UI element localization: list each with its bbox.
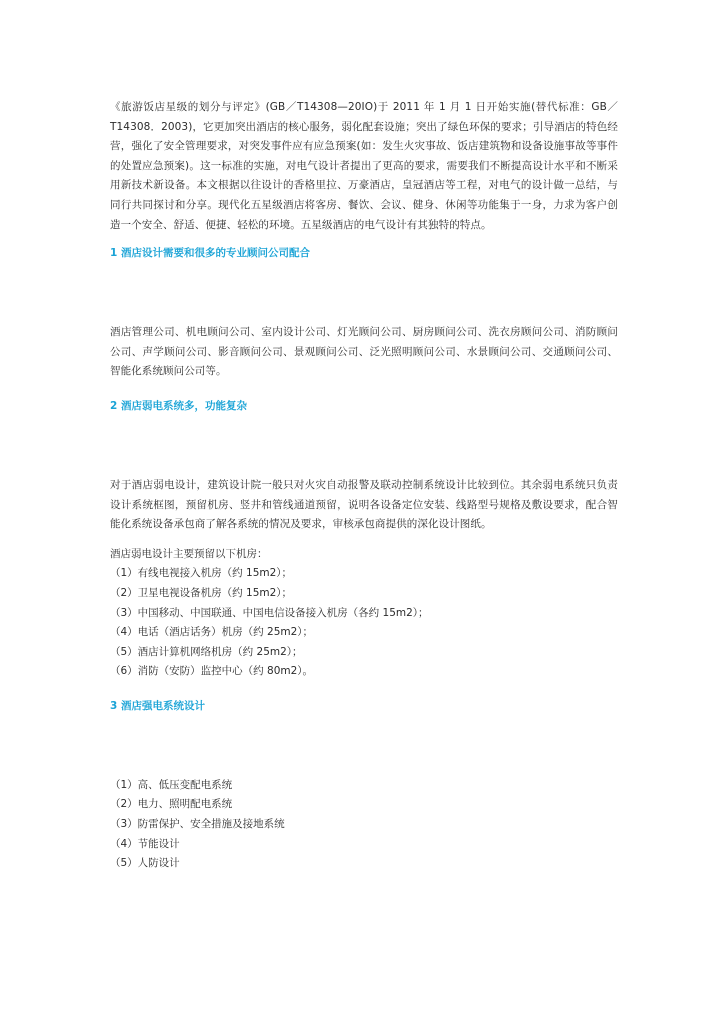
section-3-list-item: （5）人防设计	[110, 857, 180, 870]
section-3-list-item: （3）防雷保护、安全措施及接地系统	[110, 818, 285, 831]
section-2-heading: 2 酒店弱电系统多，功能复杂	[110, 399, 247, 412]
section-3-list-item: （1）高、低压变配电系统	[110, 778, 233, 791]
section-3-list-item: （2）电力、照明配电系统	[110, 798, 233, 811]
section-2-list-item: （3）中国移动、中国联通、中国电信设备接入机房（各约 15m2）；	[110, 606, 429, 619]
section-2-list-item: （1）有线电视接入机房（约 15m2）；	[110, 567, 293, 580]
section-2-body: 对于酒店弱电设计，建筑设计院一般只对火灾自动报警及联动控制系统设计比较到位。其余弱电系统只负责设计系统框图，预留机房、竖井和管线通道预留，说明各设备定位安装、线路型号规格及敷设要求，配合智能化系统设备承包商了解各系统的情况及要求，审核承包商提供的深化设计图纸。	[110, 478, 618, 531]
document-content	[110, 98, 618, 874]
section-2-list-item: （6）消防（安防）监控中心（约 80m2）。	[110, 665, 314, 678]
section-2-list-item: （5）酒店计算机网络机房（约 25m2）；	[110, 645, 303, 658]
section-2-list-intro: 酒店弱电设计主要预留以下机房：	[110, 547, 268, 560]
intro-paragraph: 《旅游饭店星级的划分与评定》(GB／T14308—20IO)于 2011 年 1 月 1 日开始实施(替代标准：GB／T14308．2003)，它更加突出酒店的核心服务，弱化配套设施；突出了绿色环保的要求；引导酒店的特色经营，强化了安全管理要求，对突发事件应有应急预案(如：发生火灾事故、饭店建筑物和设备设施事故等事件的处置应急预案)。这一标准的实施，对电气设计者提出了更高的要求，需要我们不断提高设计水平和不断采用新技术新设备。本文根据以往设计的香格里拉、万豪酒店，皇冠酒店等工程，对电气的设计做一总结，与同行共同探讨和分享。现代化五星级酒店将客房、餐饮、会议、健身、休闲等功能集于一身，力求为客户创造一个安全、舒适、便捷、轻松的环境。五星级酒店的电气设计有其独特的特点。	[110, 101, 618, 231]
section-3-list-item: （4）节能设计	[110, 837, 180, 850]
section-2-list-item: （2）卫星电视设备机房（约 15m2）；	[110, 586, 293, 599]
section-1-heading: 1 酒店设计需要和很多的专业顾问公司配合	[110, 247, 310, 260]
section-3-heading: 3 酒店强电系统设计	[110, 699, 205, 712]
section-1-body: 酒店管理公司、机电顾问公司、室内设计公司、灯光顾问公司、厨房顾问公司、洗衣房顾问公司、消防顾问公司、声学顾问公司、影音顾问公司、景观顾问公司、泛光照明顾问公司、水景顾问公司、交通顾问公司、智能化系统顾问公司等。	[110, 326, 618, 378]
section-2-list-item: （4）电话（酒店话务）机房（约 25m2）；	[110, 626, 314, 639]
